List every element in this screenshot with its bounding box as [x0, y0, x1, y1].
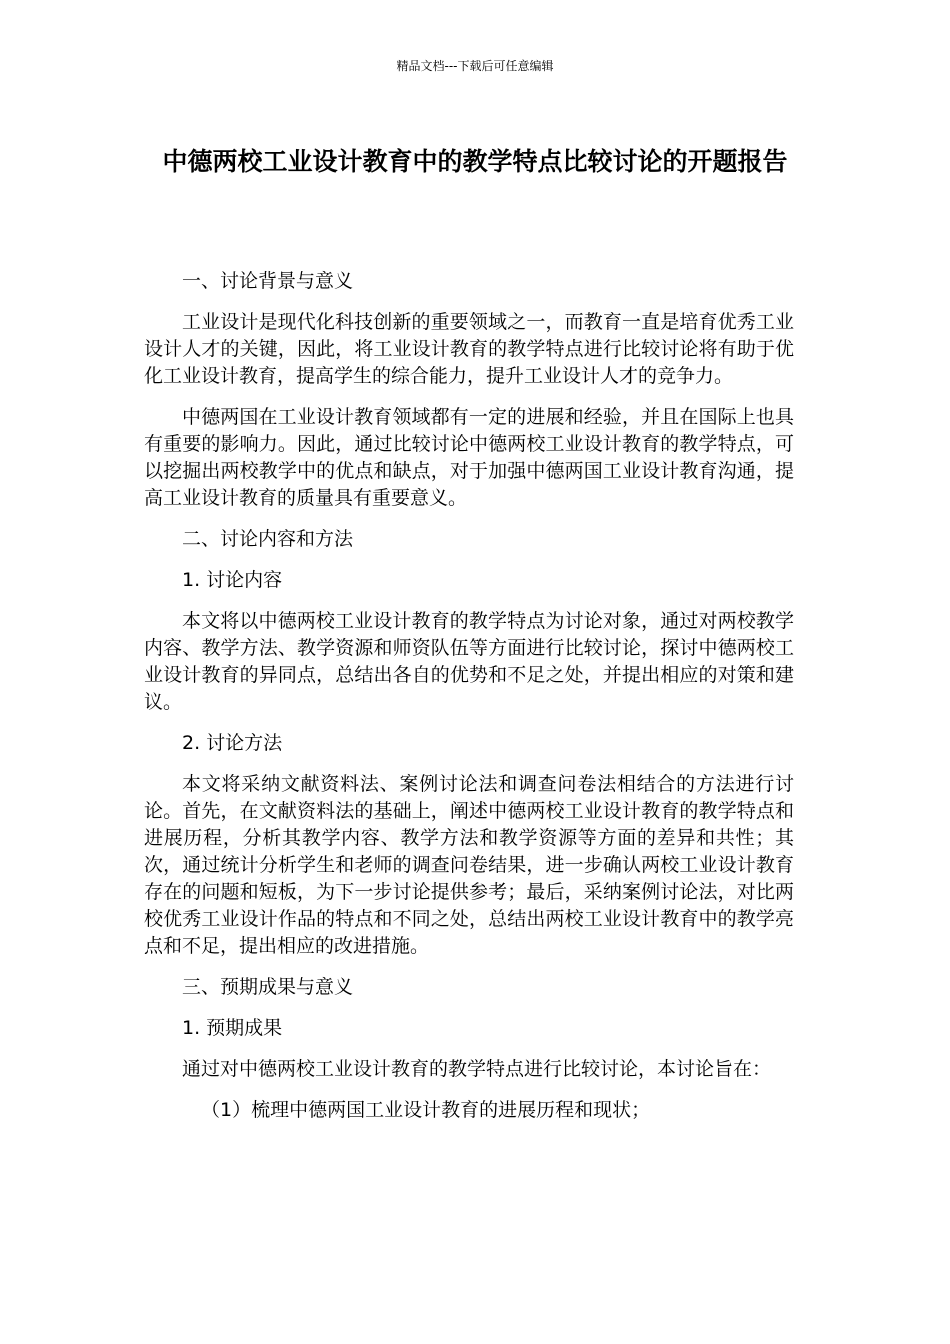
- list-item-expected-1: （1）梳理中德两国工业设计教育的进展历程和现状；: [201, 1099, 651, 1121]
- paragraph-expected-results: 通过对中德两校工业设计教育的教学特点进行比较讨论，本讨论旨在：: [182, 1058, 772, 1080]
- paragraph-research-content: 本文将以中德两校工业设计教育的教学特点为讨论对象，通过对两校教学内容、教学方法、教学资源和师资队伍等方面进行比较讨论，探讨中德两校工业设计教育的异同点，总结出各自的优势和不足之处，并提出相应的对策和建议。: [144, 610, 794, 713]
- document-title: 中德两校工业设计教育中的教学特点比较讨论的开题报告: [162, 147, 788, 176]
- subheading-research-content: 1. 讨论内容: [182, 569, 283, 591]
- paragraph-research-method: 本文将采纳文献资料法、案例讨论法和调查问卷法相结合的方法进行讨论。首先，在文献资料法的基础上，阐述中德两校工业设计教育的教学特点和进展历程，分析其教学内容、教学方法和教学资源等方面的差异和共性；其次，通过统计分析学生和老师的调查问卷结果，进一步确认两校工业设计教育存在的问题和短板，为下一步讨论提供参考；最后，采纳案例讨论法，对比两校优秀工业设计作品的特点和不同之处，总结出两校工业设计教育中的教学亮点和不足，提出相应的改进措施。: [144, 773, 794, 957]
- section-heading-content-method: 二、讨论内容和方法: [182, 528, 354, 550]
- document-body: [144, 268, 794, 1138]
- subheading-research-method: 2. 讨论方法: [182, 732, 283, 754]
- paragraph-background-2: 中德两国在工业设计教育领域都有一定的进展和经验，并且在国际上也具有重要的影响力。因此，通过比较讨论中德两校工业设计教育的教学特点，可以挖掘出两校教学中的优点和缺点，对于加强中德两国工业设计教育沟通，提高工业设计教育的质量具有重要意义。: [144, 406, 794, 509]
- section-heading-background: 一、讨论背景与意义: [182, 270, 354, 292]
- section-heading-expected-results: 三、预期成果与意义: [182, 976, 354, 998]
- subheading-expected-results: 1. 预期成果: [182, 1017, 283, 1039]
- paragraph-background-1: 工业设计是现代化科技创新的重要领域之一，而教育一直是培育优秀工业设计人才的关键，因此，将工业设计教育的教学特点进行比较讨论将有助于优化工业设计教育，提高学生的综合能力，提升工业设计人才的竞争力。: [144, 311, 794, 387]
- page-header-note: 精品文档---下载后可任意编辑: [396, 59, 554, 73]
